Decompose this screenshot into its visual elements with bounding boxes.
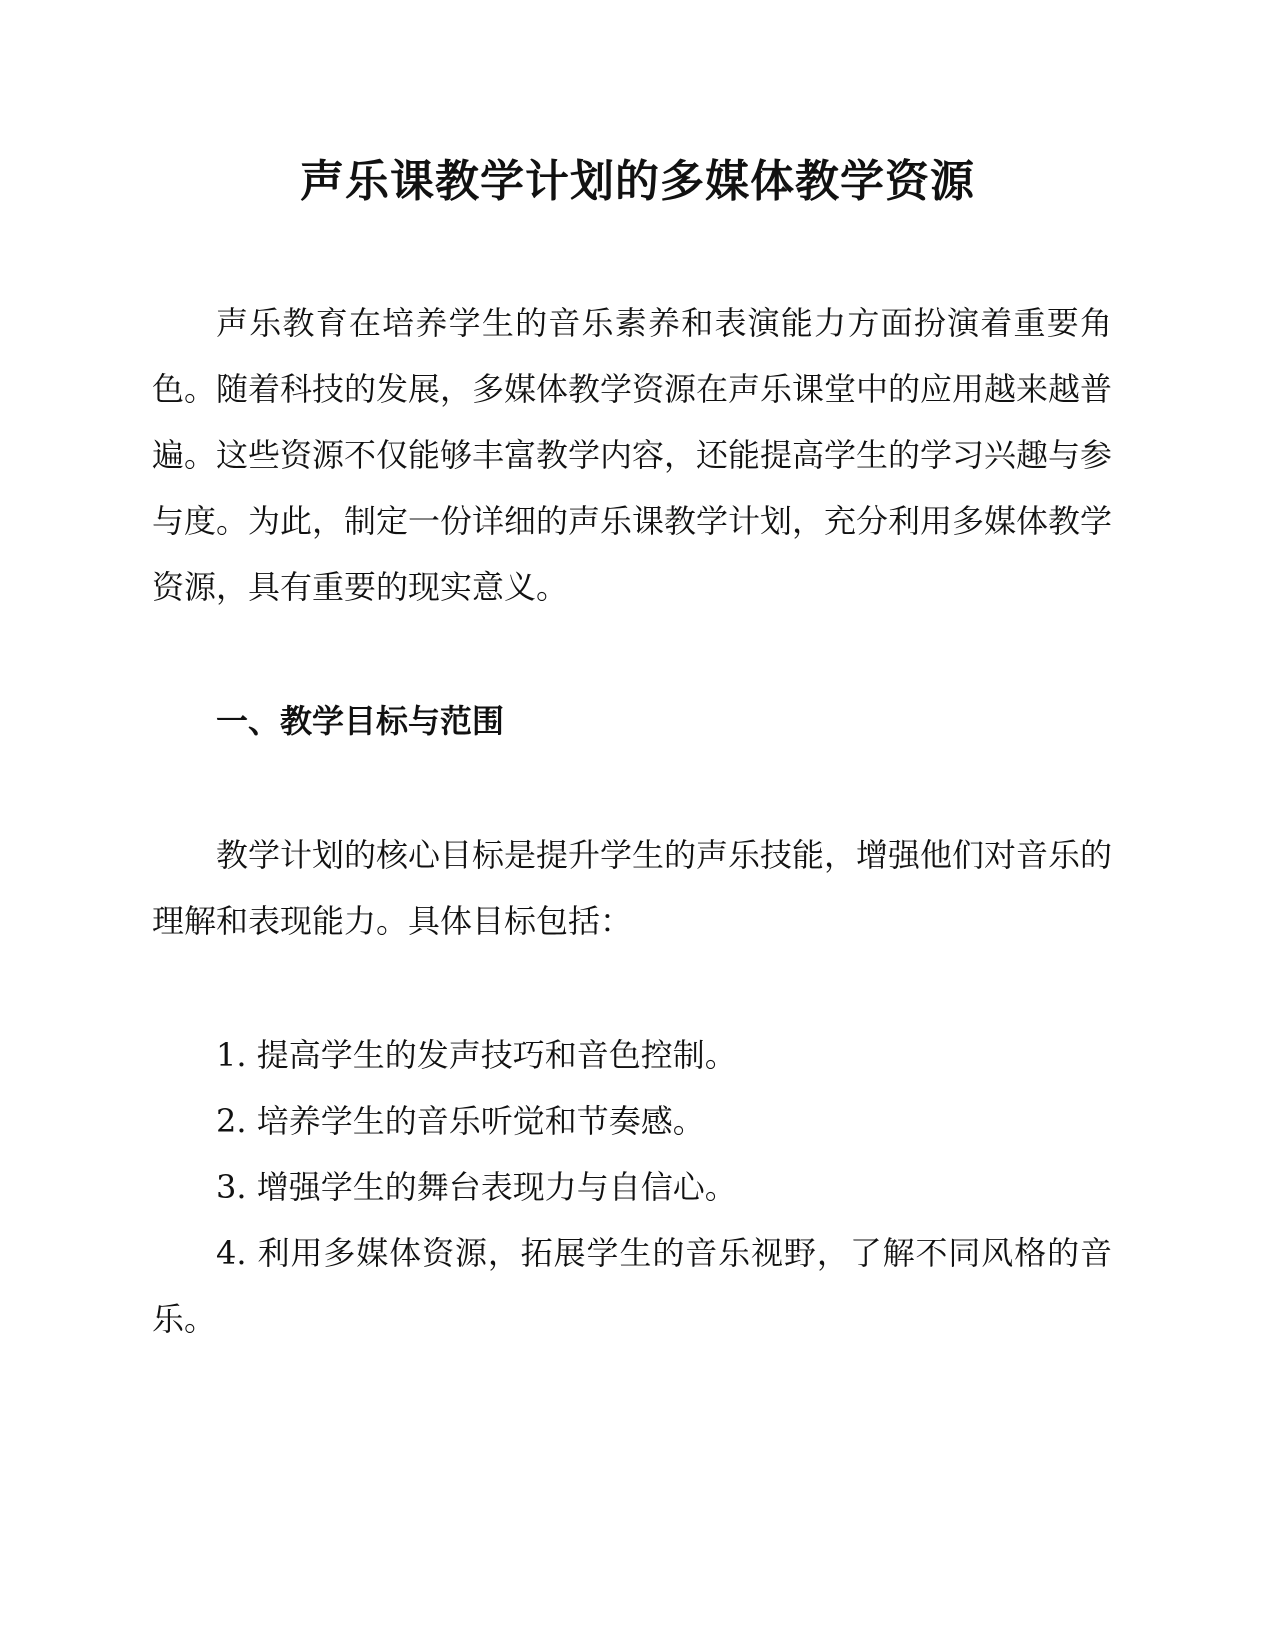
- goals-intro-paragraph: 教学计划的核心目标是提升学生的声乐技能，增强他们对音乐的理解和表现能力。具体目标包括：: [152, 836, 1113, 940]
- goal-item-2: 2. 培养学生的音乐听觉和节奏感。: [216, 1102, 705, 1140]
- section-heading-teaching-goals: 一、教学目标与范围: [216, 702, 505, 740]
- goal-item-4: 4. 利用多媒体资源，拓展学生的音乐视野，了解不同风格的音乐。: [152, 1234, 1112, 1338]
- intro-paragraph: 声乐教育在培养学生的音乐素养和表演能力方面扮演着重要角色。随着科技的发展，多媒体教学资源在声乐课堂中的应用越来越普遍。这些资源不仅能够丰富教学内容，还能提高学生的学习兴趣与参与度。为此，制定一份详细的声乐课教学计划，充分利用多媒体教学资源，具有重要的现实意义。: [152, 304, 1113, 606]
- goals-list: [152, 1022, 1112, 1352]
- document-title: 声乐课教学计划的多媒体教学资源: [300, 156, 975, 207]
- goal-item-3: 3. 增强学生的舞台表现力与自信心。: [216, 1168, 737, 1206]
- goal-item-1: 1. 提高学生的发声技巧和音色控制。: [216, 1036, 737, 1074]
